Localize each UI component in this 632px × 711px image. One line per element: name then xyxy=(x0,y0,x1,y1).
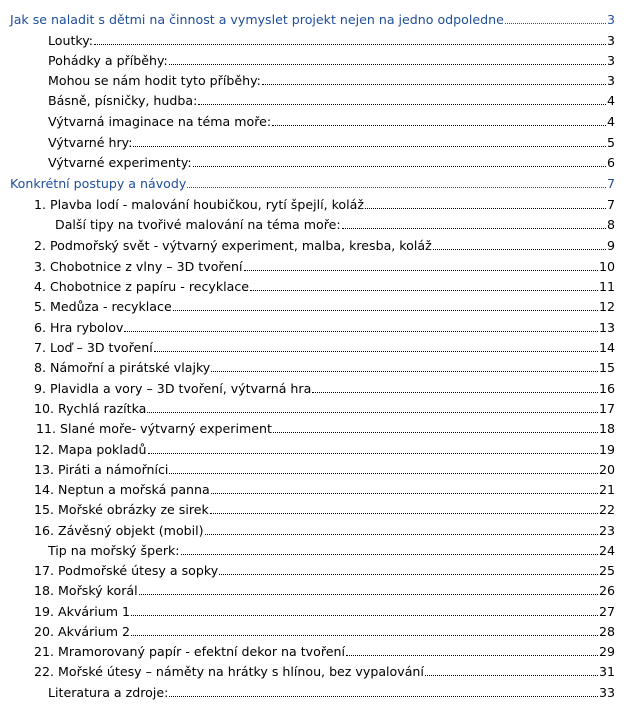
toc-entry[interactable] xyxy=(48,134,615,152)
toc-entry-page: 16 xyxy=(598,381,615,396)
toc-entry-page: 6 xyxy=(606,155,615,170)
toc-entry[interactable] xyxy=(34,562,615,580)
toc-entry[interactable] xyxy=(10,11,615,29)
dot-leader xyxy=(154,350,598,352)
dot-leader xyxy=(148,452,598,454)
toc-entry-title: 18. Mořský korál xyxy=(34,583,138,598)
toc-entry[interactable] xyxy=(34,196,615,214)
dot-leader xyxy=(250,289,598,291)
toc-entry-title: Jak se naladit s dětmi na činnost a vymyslet projekt nejen na jedno odpoledne xyxy=(10,12,504,27)
toc-entry-page: 22 xyxy=(598,502,615,517)
toc-entry-page: 31 xyxy=(598,664,615,679)
dot-leader xyxy=(365,207,606,209)
dot-leader xyxy=(94,43,606,45)
toc-entry-page: 3 xyxy=(606,12,615,27)
toc-entry-title: 17. Podmořské útesy a sopky xyxy=(34,563,219,578)
toc-entry-page: 27 xyxy=(598,604,615,619)
dot-leader xyxy=(198,103,606,105)
toc-entry[interactable] xyxy=(34,258,615,276)
toc-entry-page: 3 xyxy=(606,33,615,48)
toc-entry[interactable] xyxy=(34,481,615,499)
toc-entry[interactable] xyxy=(34,380,615,398)
toc-entry-page: 7 xyxy=(606,176,615,191)
toc-entry-page: 18 xyxy=(598,421,615,436)
toc-entry-title: 5. Medůza - recyklace xyxy=(34,299,172,314)
toc-entry[interactable] xyxy=(34,400,615,418)
toc-entry[interactable] xyxy=(34,237,615,255)
dot-leader xyxy=(173,309,598,311)
toc-entry-title: 20. Akvárium 2 xyxy=(34,624,131,639)
toc-entry-page: 9 xyxy=(606,238,615,253)
dot-leader xyxy=(346,654,598,656)
toc-entry-page: 3 xyxy=(606,73,615,88)
toc-entry[interactable] xyxy=(34,359,615,377)
toc-entry[interactable] xyxy=(48,113,615,131)
toc-entry-page: 10 xyxy=(598,259,615,274)
toc-entry-page: 4 xyxy=(606,93,615,108)
toc-entry-page: 33 xyxy=(598,685,615,700)
toc-entry-title: 13. Piráti a námořníci xyxy=(34,462,169,477)
dot-leader xyxy=(124,330,598,332)
dot-leader xyxy=(273,431,598,433)
toc-entry[interactable] xyxy=(48,92,615,110)
toc-entry-page: 20 xyxy=(598,462,615,477)
toc-entry[interactable] xyxy=(34,298,615,316)
toc-entry-page: 25 xyxy=(598,563,615,578)
toc-entry-page: 15 xyxy=(598,360,615,375)
toc-entry-title: 2. Podmořský svět - výtvarný experiment, malba, kresba, koláž xyxy=(34,238,432,253)
toc-entry-page: 26 xyxy=(598,583,615,598)
toc-entry[interactable] xyxy=(36,420,615,438)
toc-entry-title: 3. Chobotnice z vlny – 3D tvoření xyxy=(34,259,243,274)
toc-entry[interactable] xyxy=(34,643,615,661)
dot-leader xyxy=(312,391,598,393)
toc-entry-page: 29 xyxy=(598,644,615,659)
dot-leader xyxy=(147,411,598,413)
toc-entry-title: Výtvarná imaginace na téma moře: xyxy=(48,114,272,129)
dot-leader xyxy=(131,614,598,616)
toc-entry-page: 21 xyxy=(598,482,615,497)
toc-entry[interactable] xyxy=(34,319,615,337)
toc-entry-title: 15. Mořské obrázky ze sirek xyxy=(34,502,209,517)
toc-entry-title: 19. Akvárium 1 xyxy=(34,604,131,619)
toc-entry-page: 7 xyxy=(606,197,615,212)
toc-entry-title: Výtvarné experimenty: xyxy=(48,155,192,170)
toc-entry-title: 4. Chobotnice z papíru - recyklace xyxy=(34,279,250,294)
dot-leader xyxy=(425,674,598,676)
dot-leader xyxy=(262,83,606,85)
dot-leader xyxy=(219,573,598,575)
toc-entry-title: Konkrétní postupy a návody xyxy=(10,176,187,191)
dot-leader xyxy=(342,227,606,229)
toc-entry[interactable] xyxy=(34,582,615,600)
toc-entry-page: 12 xyxy=(598,299,615,314)
toc-entry[interactable] xyxy=(10,175,615,193)
toc-entry-title: Výtvarné hry: xyxy=(48,135,133,150)
toc-entry-title: 12. Mapa pokladů xyxy=(34,442,147,457)
toc-entry-page: 5 xyxy=(606,135,615,150)
dot-leader xyxy=(139,593,598,595)
toc-entry[interactable] xyxy=(48,32,615,50)
dot-leader xyxy=(193,165,606,167)
toc-entry-page: 24 xyxy=(598,543,615,558)
toc-entry-title: 16. Závěsný objekt (mobil) xyxy=(34,523,204,538)
toc-entry-title: Další tipy na tvořivé malování na téma moře: xyxy=(55,217,341,232)
dot-leader xyxy=(131,634,598,636)
toc-entry-title: Pohádky a příběhy: xyxy=(48,53,168,68)
toc-entry-title: 6. Hra rybolov xyxy=(34,320,124,335)
dot-leader xyxy=(211,370,598,372)
toc-entry-page: 19 xyxy=(598,442,615,457)
dot-leader xyxy=(187,186,606,188)
toc-entry-page: 23 xyxy=(598,523,615,538)
dot-leader xyxy=(181,553,598,555)
toc-entry-title: Mohou se nám hodit tyto příběhy: xyxy=(48,73,261,88)
toc-entry[interactable] xyxy=(34,278,615,296)
toc-entry-title: 1. Plavba lodí - malování houbičkou, rytí špejlí, koláž xyxy=(34,197,364,212)
toc-entry[interactable] xyxy=(34,441,615,459)
dot-leader xyxy=(205,533,598,535)
dot-leader xyxy=(169,472,598,474)
dot-leader xyxy=(133,145,606,147)
toc-entry-title: Literatura a zdroje: xyxy=(48,685,169,700)
toc-entry-page: 17 xyxy=(598,401,615,416)
toc-entry[interactable] xyxy=(34,522,615,540)
toc-entry-title: 14. Neptun a mořská panna xyxy=(34,482,210,497)
toc-entry-title: 11. Slané moře- výtvarný experiment xyxy=(36,421,272,436)
toc-entry[interactable] xyxy=(34,501,615,519)
toc-entry-page: 14 xyxy=(598,340,615,355)
dot-leader xyxy=(211,492,598,494)
toc-entry[interactable] xyxy=(34,663,615,681)
toc-entry-title: Loutky: xyxy=(48,33,94,48)
dot-leader xyxy=(169,63,606,65)
dot-leader xyxy=(505,22,606,24)
toc-entry[interactable] xyxy=(34,461,615,479)
dot-leader xyxy=(272,124,606,126)
toc-entry[interactable] xyxy=(48,542,615,560)
toc-entry-title: 10. Rychlá razítka xyxy=(34,401,147,416)
toc-entry-title: Tip na mořský šperk: xyxy=(48,543,180,558)
toc-entry[interactable] xyxy=(48,684,615,702)
toc-entry[interactable] xyxy=(48,72,615,90)
toc-entry[interactable] xyxy=(48,154,615,172)
toc-entry-title: 22. Mořské útesy – náměty na hrátky s hlínou, bez vypalování xyxy=(34,664,424,679)
toc-entry-page: 28 xyxy=(598,624,615,639)
toc-entry-title: Básně, písničky, hudba: xyxy=(48,93,198,108)
toc-entry-title: 21. Mramorovaný papír - efektní dekor na tvoření xyxy=(34,644,345,659)
dot-leader xyxy=(210,512,598,514)
toc-entry[interactable] xyxy=(34,339,615,357)
toc-entry[interactable] xyxy=(55,216,615,234)
dot-leader xyxy=(244,269,598,271)
toc-entry-page: 3 xyxy=(606,53,615,68)
toc-entry[interactable] xyxy=(48,52,615,70)
toc-entry-page: 4 xyxy=(606,114,615,129)
dot-leader xyxy=(169,695,598,697)
toc-entry-title: 7. Loď – 3D tvoření xyxy=(34,340,153,355)
toc-entry[interactable] xyxy=(34,623,615,641)
toc-entry-page: 13 xyxy=(598,320,615,335)
toc-entry-title: 9. Plavidla a vory – 3D tvoření, výtvarná hra xyxy=(34,381,312,396)
toc-entry-page: 8 xyxy=(606,217,615,232)
toc-entry[interactable] xyxy=(34,603,615,621)
toc-entry-title: 8. Námořní a pirátské vlajky xyxy=(34,360,211,375)
toc-entry-page: 11 xyxy=(598,279,615,294)
dot-leader xyxy=(433,248,606,250)
